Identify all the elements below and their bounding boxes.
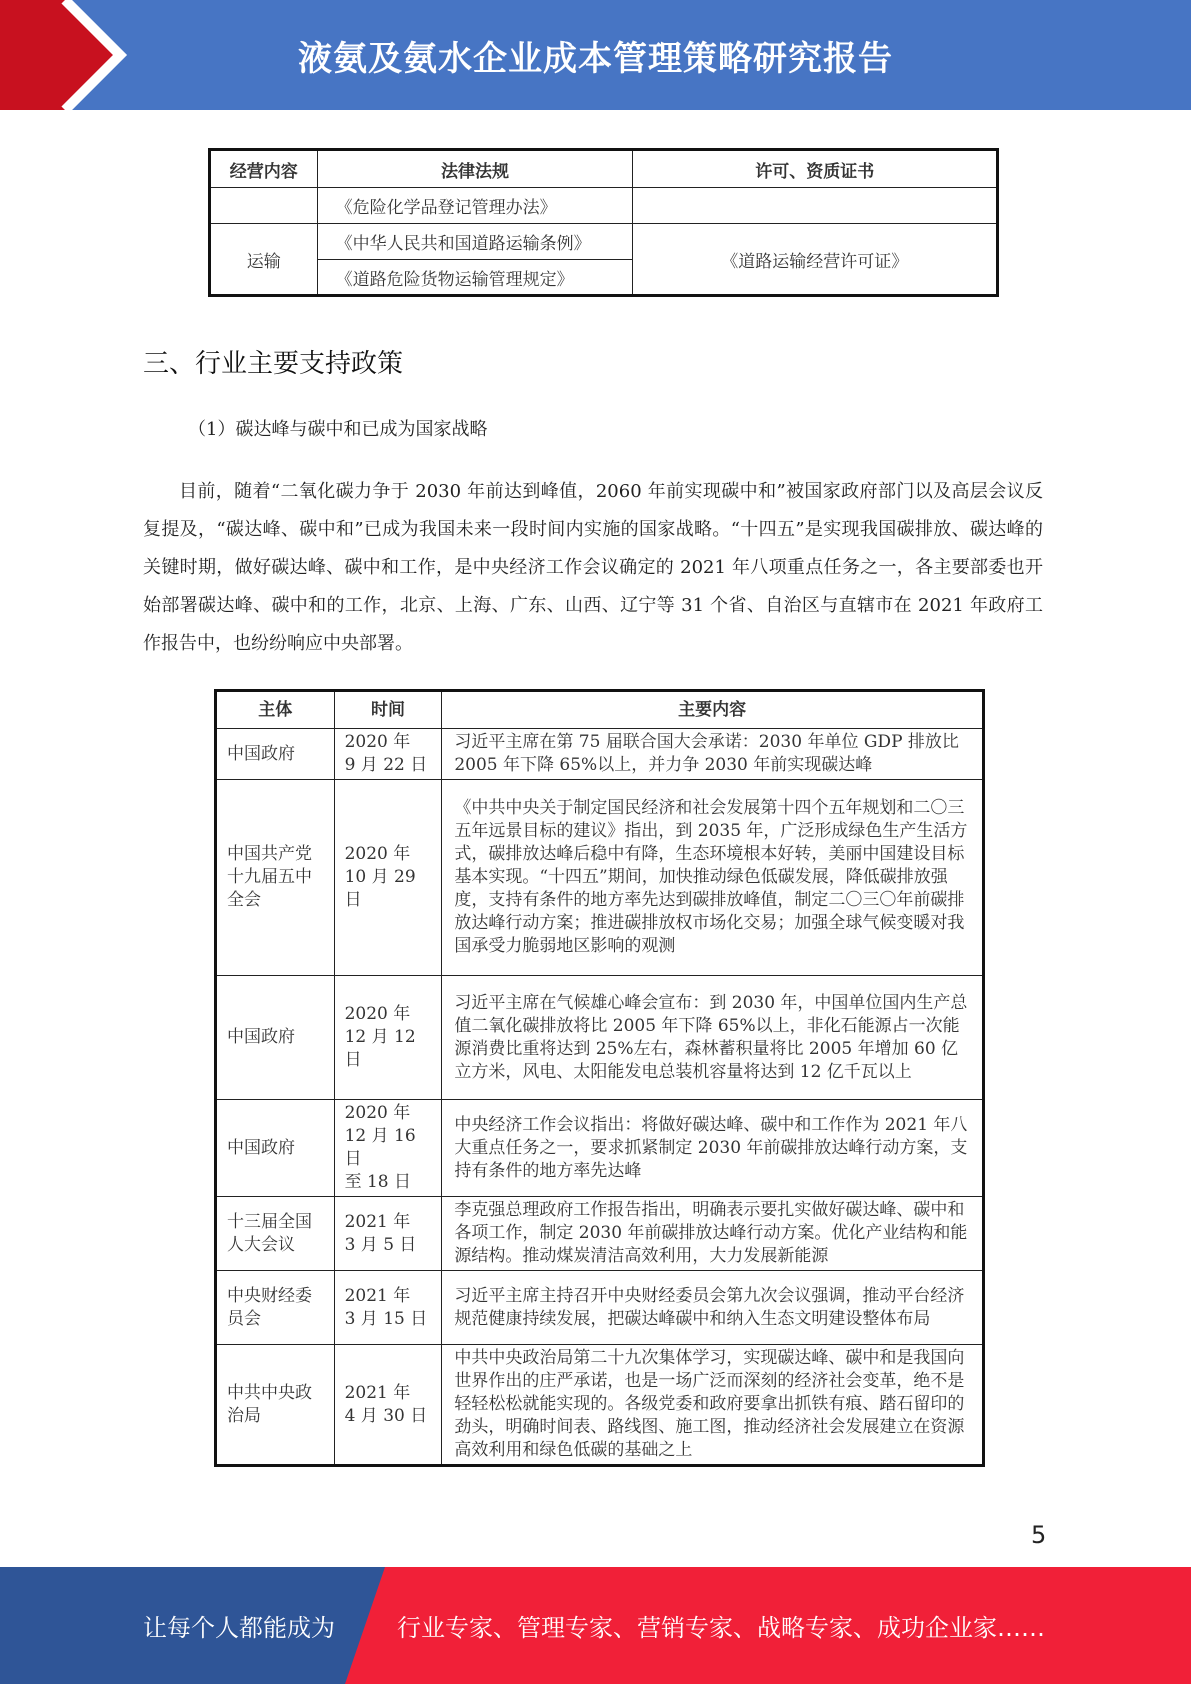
license-cell: 《道路运输经营许可证》 xyxy=(633,224,998,296)
content-cell: 习近平主席主持召开中央财经委员会第九次会议强调，推动平台经济规范健康持续发展，把碳达峰碳中和纳入生态文明建设整体布局 xyxy=(442,1271,984,1345)
page-number: 5 xyxy=(1031,1521,1047,1549)
header-license: 许可、资质证书 xyxy=(633,150,998,188)
report-title: 液氨及氨水企业成本管理策略研究报告 xyxy=(298,38,893,79)
header-business: 经营内容 xyxy=(210,150,318,188)
subject-cell: 中国政府 xyxy=(216,976,335,1100)
business-cell-empty xyxy=(210,188,318,224)
table-row xyxy=(216,1271,984,1345)
content-cell: 中共中央政治局第二十九次集体学习，实现碳达峰、碳中和是我国向世界作出的庄严承诺，也是一场广泛而深刻的经济社会变革，绝不是轻轻松松就能实现的。各级党委和政府要拿出抓铁有痕、踏石留印的劲头，明确时间表、路线图、施工图，推动经济社会发展建立在资源高效利用和绿色低碳的基础之上 xyxy=(442,1345,984,1466)
time-cell: 2020 年 10 月 29 日 xyxy=(334,780,442,976)
subject-cell: 中国政府 xyxy=(216,729,335,780)
subject-cell: 中共中央政 治局 xyxy=(216,1345,335,1466)
table-header-row xyxy=(210,150,998,188)
footer-slogan-right: 行业专家、管理专家、营销专家、战略专家、成功企业家…… xyxy=(397,1614,1045,1642)
table-row xyxy=(210,188,998,224)
footer-slogan-left: 让每个人都能成为 xyxy=(143,1614,335,1642)
body-paragraph: 目前，随着“二氧化碳力争于 2030 年前达到峰值，2060 年前实现碳中和”被国家政府部门以及高层会议反复提及，“碳达峰、碳中和”已成为我国未来一段时间内实施的国家战略。“十四五”是实现我国碳排放、碳达峰的关键时期，做好碳达峰、碳中和工作，是中央经济工作会议确定的 2021 年八项重点任务之一，各主要部委也开始部署碳达峰、碳中和的工作，北京、上海、广东、山西、辽宁等 31 个省、自治区与直辖市在 2021 年政府工作报告中，也纷纷响应中央部署。 xyxy=(143,481,1043,654)
header-arrow-decoration xyxy=(0,0,150,110)
page-header xyxy=(0,0,1191,110)
law-cell: 《道路危险货物运输管理规定》 xyxy=(317,260,633,296)
time-cell: 2020 年 12 月 12 日 xyxy=(334,976,442,1100)
content-cell: 《中共中央关于制定国民经济和社会发展第十四个五年规划和二〇三五年远景目标的建议》指出，到 2035 年，广泛形成绿色生产生活方式，碳排放达峰后稳中有降，生态环境根本好转，美丽中国建设目标基本实现。“十四五”期间，加快推动绿色低碳发展，降低碳排放强度，支持有条件的地方率先达到碳排放峰值，制定二〇三〇年前碳排放达峰行动方案；推进碳排放权市场化交易；加强全球气候变暖对我国承受力脆弱地区影响的观测 xyxy=(442,780,984,976)
subheading: （1）碳达峰与碳中和已成为国家战略 xyxy=(188,419,488,440)
subject-cell: 中央财经委 员会 xyxy=(216,1271,335,1345)
table-row xyxy=(216,1345,984,1466)
time-cell: 2020 年 9 月 22 日 xyxy=(334,729,442,780)
law-cell: 《中华人民共和国道路运输条例》 xyxy=(317,224,633,260)
table-row xyxy=(216,729,984,780)
subject-cell: 中国共产党 十九届五中 全会 xyxy=(216,780,335,976)
law-cell: 《危险化学品登记管理办法》 xyxy=(317,188,633,224)
table-row xyxy=(216,1100,984,1197)
subject-cell: 十三届全国 人大会议 xyxy=(216,1197,335,1271)
regulations-table xyxy=(208,148,999,297)
policy-rows xyxy=(216,729,984,1466)
page-footer xyxy=(0,1567,1191,1684)
content-cell: 李克强总理政府工作报告指出，明确表示要扎实做好碳达峰、碳中和各项工作，制定 2030 年前碳排放达峰行动方案。优化产业结构和能源结构。推动煤炭清洁高效利用，大力发展新能源 xyxy=(442,1197,984,1271)
section-heading: 三、行业主要支持政策 xyxy=(143,349,404,379)
content-cell: 中央经济工作会议指出：将做好碳达峰、碳中和工作作为 2021 年八大重点任务之一，要求抓紧制定 2030 年前碳排放达峰行动方案，支持有条件的地方率先达峰 xyxy=(442,1100,984,1197)
table-row xyxy=(216,1197,984,1271)
header-content: 主要内容 xyxy=(442,691,984,729)
subject-cell: 中国政府 xyxy=(216,1100,335,1197)
content-cell: 习近平主席在第 75 届联合国大会承诺：2030 年单位 GDP 排放比 2005 年下降 65%以上，并力争 2030 年前实现碳达峰 xyxy=(442,729,984,780)
license-cell-empty xyxy=(633,188,998,224)
content-cell: 习近平主席在气候雄心峰会宣布：到 2030 年，中国单位国内生产总值二氧化碳排放将比 2005 年下降 65%以上，非化石能源占一次能源消费比重将达到 25%左右，森林蓄积量将比 2005 年增加 60 亿立方米，风电、太阳能发电总装机容量将达到 12 亿千瓦以上 xyxy=(442,976,984,1100)
policy-table xyxy=(214,689,985,1467)
business-cell: 运输 xyxy=(210,224,318,296)
time-cell: 2021 年 4 月 30 日 xyxy=(334,1345,442,1466)
time-cell: 2021 年 3 月 15 日 xyxy=(334,1271,442,1345)
table-row xyxy=(216,976,984,1100)
table-row xyxy=(216,780,984,976)
time-cell: 2020 年 12 月 16 日 至 18 日 xyxy=(334,1100,442,1197)
table-header-row xyxy=(216,691,984,729)
table-row xyxy=(210,224,998,260)
header-time: 时间 xyxy=(334,691,442,729)
header-laws: 法律法规 xyxy=(317,150,633,188)
header-subject: 主体 xyxy=(216,691,335,729)
time-cell: 2021 年 3 月 5 日 xyxy=(334,1197,442,1271)
